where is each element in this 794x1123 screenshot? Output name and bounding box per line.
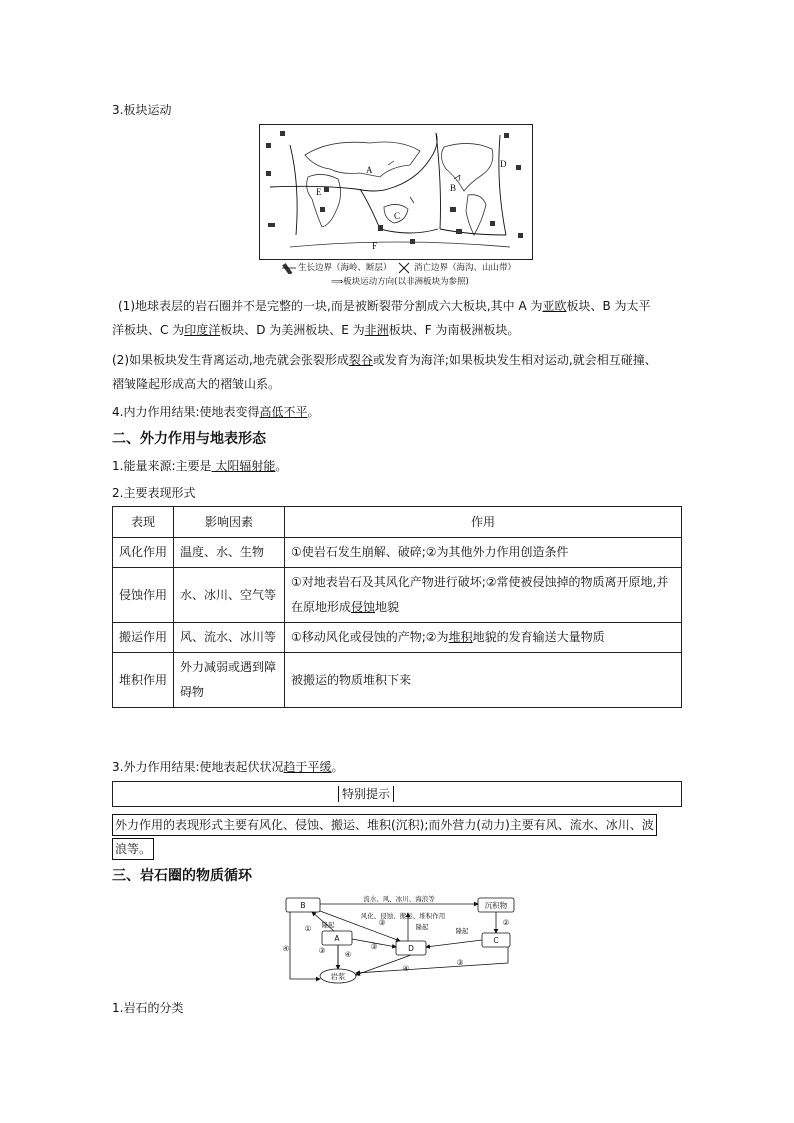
answer-flatten: 趋于平缓 [283, 760, 332, 774]
internal-force-result: 4.内力作用结果:使地表变得高低不平。 [112, 405, 320, 419]
cycle-num-3b: ③ [370, 942, 378, 951]
continent-africa [307, 174, 341, 227]
section-heading-plate-motion: 3.板块运动 [112, 103, 172, 117]
growth-boundary-symbol-icon [281, 262, 297, 274]
cycle-num-3a: ③ [378, 918, 386, 927]
map-label-B: B [450, 183, 457, 193]
table-header-row [113, 507, 682, 538]
tip-line-2: 浪等。 [112, 838, 154, 860]
table-cell-factors: 风、流水、冰川等 [174, 623, 285, 653]
cycle-arrow-top1: 流水、风、冰川、海浪等 [363, 895, 435, 903]
cycle-label-uplift-c: 隆起 [455, 927, 469, 935]
section-title-rock-cycle: 三、岩石圈的物质循环 [112, 868, 252, 884]
legend-plate-motion: ⟹板块运动方向(以非洲板块为参照) [331, 277, 469, 287]
cycle-num-1: ① [304, 924, 312, 933]
table-cell-form: 风化作用 [113, 538, 174, 568]
map-label-D: D [500, 159, 507, 169]
continent-antarctica [290, 242, 510, 247]
plate-tectonics-map [259, 124, 533, 260]
table-header-effect: 作用 [285, 507, 682, 538]
table-row [113, 623, 682, 653]
map-label-F: F [372, 241, 378, 251]
table-row [113, 538, 682, 568]
continent-eurasia [305, 142, 420, 177]
continent-south-america [466, 195, 486, 235]
answer-rift-valley: 裂谷 [348, 353, 373, 367]
cycle-num-4b: ④ [344, 950, 352, 959]
main-forms-heading: 2.主要表现形式 [112, 486, 196, 500]
subduction-boundary-symbol-icon [398, 262, 410, 274]
legend-subduction-boundary: 消亡边界（海沟、山山带） [414, 263, 517, 273]
table-header-factors: 影响因素 [174, 507, 285, 538]
paragraph-six-plates-cont: 洋板块、C 为印度洋板块、D 为美洲板块、E 为非洲板块、F 为南极洲板块。 [112, 323, 520, 337]
world-map-graphic [260, 125, 532, 259]
answer-solar-radiation: 太阳辐射能 [211, 459, 276, 473]
table-row [113, 568, 682, 623]
cycle-label-uplift: 隆起 [321, 921, 335, 929]
paragraph-plate-movement-cont: 褶皱隆起形成高大的褶皱山系。 [112, 377, 281, 391]
table-header-form: 表现 [113, 507, 174, 538]
legend-growth-boundary: 生长边界（海岭、断层） [298, 263, 392, 273]
map-label-A: A [366, 165, 373, 175]
external-force-result: 3.外力作用结果:使地表起伏状况趋于平缓。 [112, 760, 344, 774]
answer-indian-ocean: 印度洋 [184, 323, 221, 337]
paragraph-six-plates: (1)地球表层的岩石圈并不是完整的一块,而是被断裂带分割成六大板块,其中 A 为亚欧板块、B 为太平 [118, 299, 651, 313]
rock-cycle-diagram [282, 893, 522, 985]
answer-eurasian: 亚欧 [542, 299, 567, 313]
cycle-num-4a: ④ [282, 944, 290, 953]
cycle-label-sediment: 沉积物 [484, 901, 508, 910]
table-cell-factors: 水、冰川、空气等 [174, 568, 285, 623]
tip-body [112, 812, 682, 858]
cycle-label-A: A [334, 934, 340, 943]
cycle-num-3c: ③ [456, 958, 464, 967]
table-cell-form: 堆积作用 [113, 653, 174, 708]
section-title-external-forces: 二、外力作用与地表形态 [112, 431, 266, 447]
table-cell-effect: ①对地表岩石及其风化产物进行破坏;②常使被侵蚀掉的物质离开原地,并在原地形成侵蚀地貌 [285, 568, 682, 623]
cycle-num-3d: ③ [318, 946, 326, 955]
table-cell-factors: 温度、水、生物 [174, 538, 285, 568]
table-cell-form: 侵蚀作用 [113, 568, 174, 623]
map-label-C: C [394, 211, 401, 221]
cycle-num-4c: ④ [402, 964, 410, 973]
cycle-label-D: D [408, 944, 414, 953]
paragraph-plate-movement: (2)如果板块发生背离运动,地壳就会张裂形成裂谷或发育为海洋;如果板块发生相对运动,就会相互碰撞、 [112, 353, 657, 367]
cycle-arrow-top2: 风化、侵蚀、搬运、堆积作用 [360, 912, 446, 920]
cycle-label-uplift-d: 隆起 [415, 923, 429, 931]
cycle-num-2: ② [502, 918, 510, 927]
external-forces-table [112, 506, 682, 708]
tip-label: 特别提示 [338, 786, 394, 802]
tip-header-box [112, 781, 682, 807]
cycle-label-C: C [493, 936, 499, 945]
tip-line-1: 外力作用的表现形式主要有风化、侵蚀、搬运、堆积(沉积);而外营力(动力)主要有风、流水、冰川、波 [112, 814, 657, 836]
answer-african: 非洲 [364, 323, 389, 337]
cycle-label-magma: 岩浆 [330, 972, 346, 981]
table-cell-effect: 被搬运的物质堆积下来 [285, 653, 682, 708]
table-cell-form: 搬运作用 [113, 623, 174, 653]
answer-uneven: 高低不平 [259, 405, 308, 419]
energy-source: 1.能量来源:主要是 太阳辐射能。 [112, 459, 288, 473]
table-cell-effect: ①使岩石发生崩解、破碎;②为其他外力作用创造条件 [285, 538, 682, 568]
table-row [113, 653, 682, 708]
table-cell-factors: 外力减弱或遇到障碍物 [174, 653, 285, 708]
table-cell-effect: ①移动风化或侵蚀的产物;②为堆积地貌的发育输送大量物质 [285, 623, 682, 653]
rock-classification-heading: 1.岩石的分类 [112, 1001, 184, 1015]
cycle-label-B: B [300, 901, 306, 910]
map-label-E: E [316, 187, 322, 197]
